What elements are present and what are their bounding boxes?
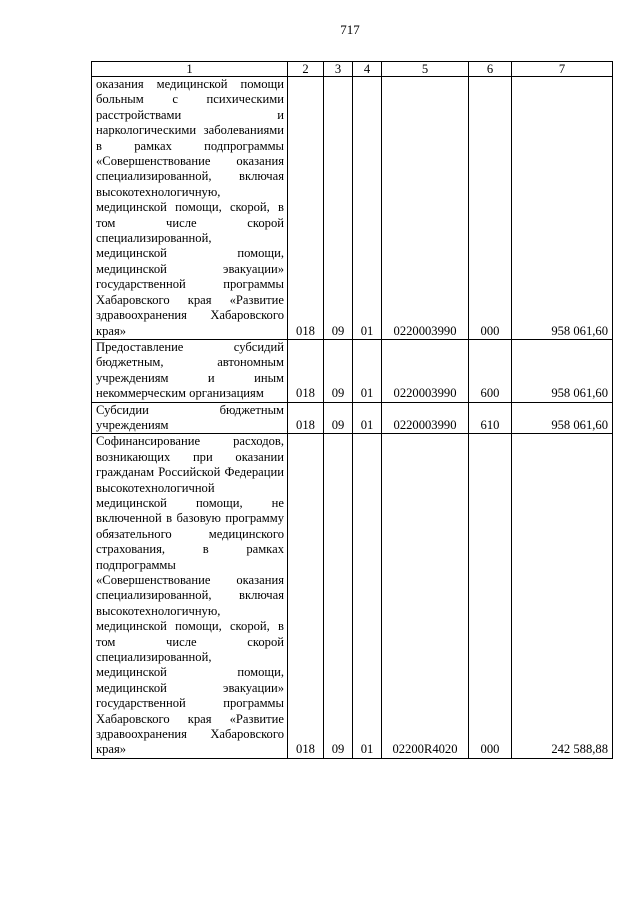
- row-ministry-code: 018: [288, 434, 324, 759]
- table-row: [92, 434, 613, 759]
- row-expense-type: 600: [469, 339, 512, 402]
- row-section-code: 09: [324, 434, 353, 759]
- header-col-6: 6: [469, 62, 512, 77]
- row-ministry-code: 018: [288, 402, 324, 434]
- row-section-code: 09: [324, 77, 353, 340]
- row-amount: 958 061,60: [512, 339, 613, 402]
- row-name: Предоставление субсидий бюджетным, автономным учреждениям и иным некоммерческим организациям: [92, 339, 288, 402]
- row-amount: 958 061,60: [512, 77, 613, 340]
- row-section-code: 09: [324, 402, 353, 434]
- table-row: [92, 77, 613, 340]
- row-subsection-code: 01: [353, 402, 382, 434]
- budget-table: [91, 61, 613, 759]
- table-row: [92, 402, 613, 434]
- row-subsection-code: 01: [353, 77, 382, 340]
- header-col-3: 3: [324, 62, 353, 77]
- row-expense-type: 000: [469, 434, 512, 759]
- row-target-article: 0220003990: [382, 339, 469, 402]
- table-row: [92, 339, 613, 402]
- header-col-2: 2: [288, 62, 324, 77]
- header-col-1: 1: [92, 62, 288, 77]
- table-header-row: [92, 62, 613, 77]
- header-col-7: 7: [512, 62, 613, 77]
- page-number: 717: [340, 22, 360, 37]
- row-target-article: 02200R4020: [382, 434, 469, 759]
- row-ministry-code: 018: [288, 339, 324, 402]
- row-name: Софинансирование расходов, возникающих при оказании гражданам Российской Федерации высокотехнологичной медицинской помощи, не включенной в базовую программу обязательного медицинского страхования, в рамках подпрограммы «Совершенствование оказания специализированной, включая высокотехнологичную, медицинской помощи, скорой, в том числе скорой специализированной, медицинской помощи, медицинской эвакуации» государственной программы Хабаровского края «Развитие здравоохранения Хабаровского края»: [92, 434, 288, 759]
- row-target-article: 0220003990: [382, 77, 469, 340]
- row-name: Субсидии бюджетным учреждениям: [92, 402, 288, 434]
- row-ministry-code: 018: [288, 77, 324, 340]
- header-col-4: 4: [353, 62, 382, 77]
- row-subsection-code: 01: [353, 434, 382, 759]
- row-subsection-code: 01: [353, 339, 382, 402]
- row-expense-type: 610: [469, 402, 512, 434]
- header-col-5: 5: [382, 62, 469, 77]
- row-expense-type: 000: [469, 77, 512, 340]
- row-target-article: 0220003990: [382, 402, 469, 434]
- row-name: оказания медицинской помощи больным с психическими расстройствами и наркологическими заболеваниями в рамках подпрограммы «Совершенствование оказания специализированной, включая высокотехнологичную, медицинской помощи, скорой, в том числе скорой специализированной, медицинской помощи, медицинской эвакуации» государственной программы Хабаровского края «Развитие здравоохранения Хабаровского края»: [92, 77, 288, 340]
- row-amount: 242 588,88: [512, 434, 613, 759]
- row-section-code: 09: [324, 339, 353, 402]
- row-amount: 958 061,60: [512, 402, 613, 434]
